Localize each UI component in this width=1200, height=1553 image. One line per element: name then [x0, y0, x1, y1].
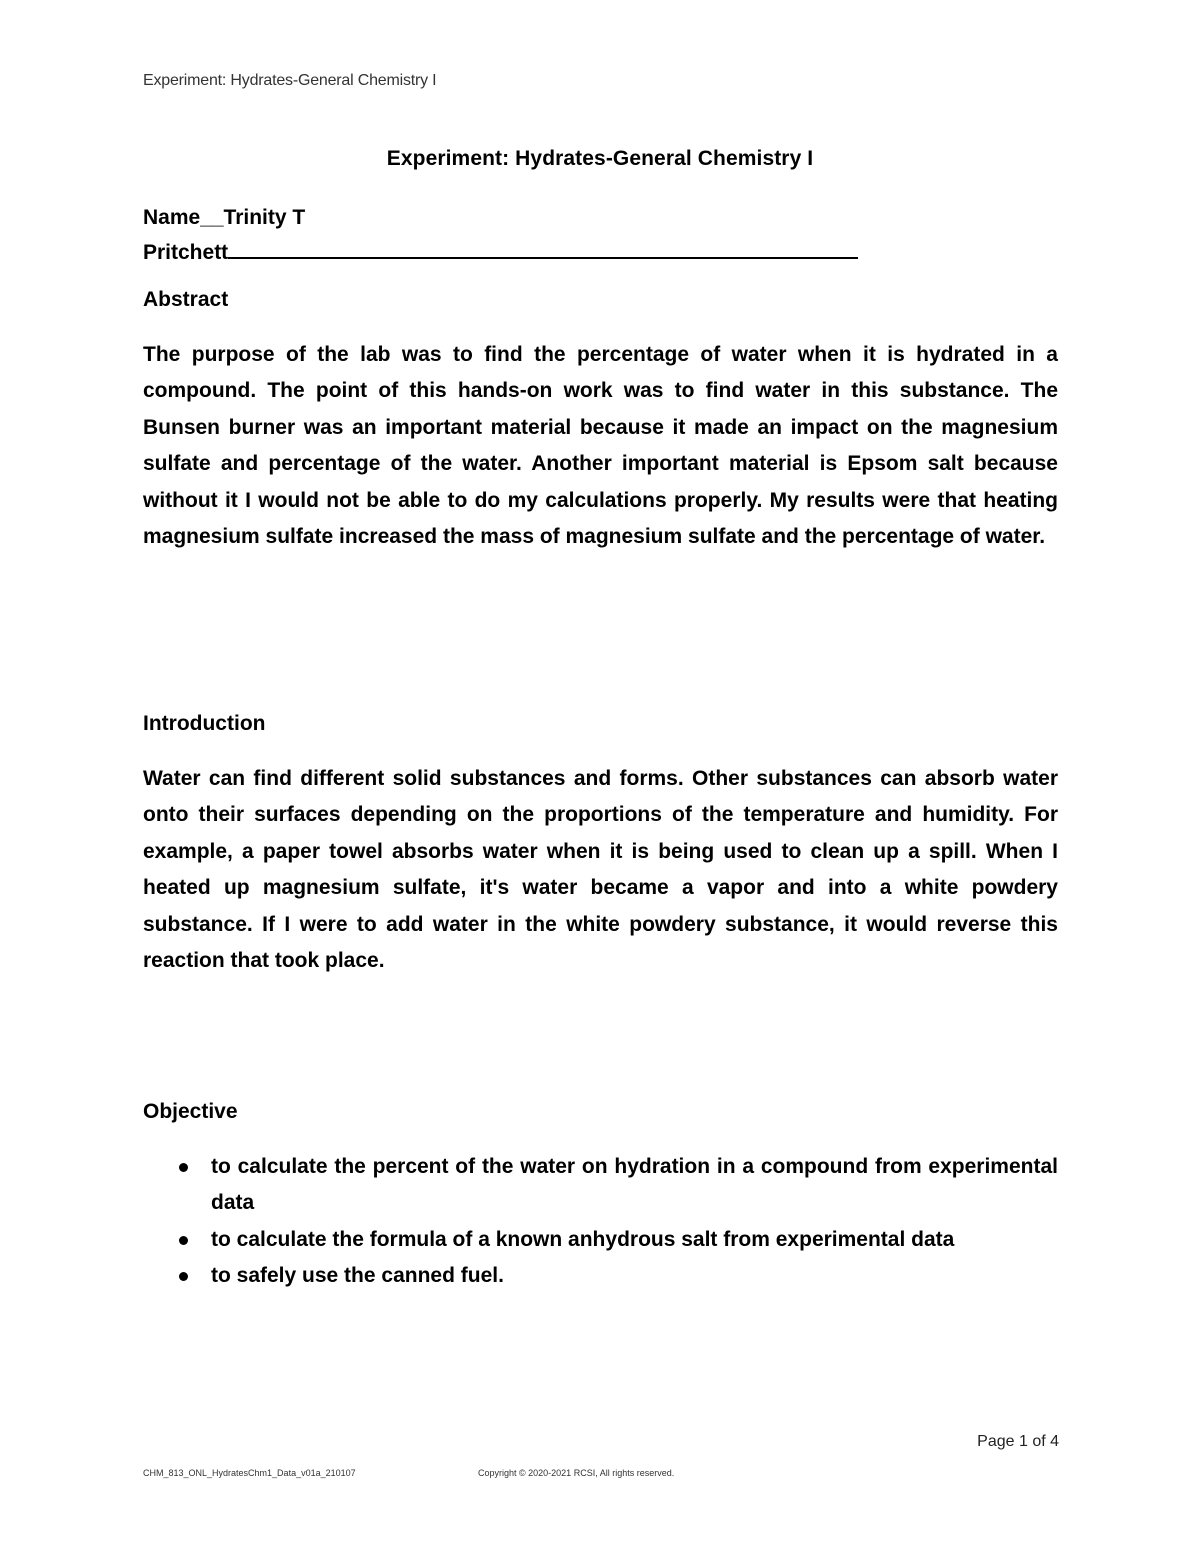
footer-copyright: Copyright © 2020-2021 RCSI, All rights reserved.	[478, 1468, 675, 1478]
name-continuation-line	[143, 235, 903, 270]
objective-item-text: to calculate the percent of the water on hydration in a compound from experimental data	[211, 1155, 1058, 1215]
bullet-icon	[179, 1272, 188, 1281]
introduction-body: Water can find different solid substances and forms. Other substances can absorb water onto their surfaces depending on the proportions of the temperature and humidity. For example, a paper towel absorbs water when it is being used to clean up a spill. When I heated up magnesium sulfate, it's water became a vapor and into a white powdery substance. If I were to add water in the white powdery substance, it would reverse this reaction that took place.	[143, 767, 1058, 973]
page-number: Page 1 of 4	[977, 1433, 1059, 1450]
abstract-heading: Abstract	[143, 288, 229, 311]
objective-item-text: to calculate the formula of a known anhydrous salt from experimental data	[211, 1227, 955, 1251]
name-underline	[228, 235, 858, 259]
objective-heading: Objective	[143, 1100, 238, 1123]
list-item	[143, 1258, 1058, 1294]
bullet-icon	[179, 1163, 188, 1172]
name-field	[143, 200, 903, 270]
abstract-section	[143, 285, 1058, 555]
introduction-heading: Introduction	[143, 712, 266, 735]
footer-doc-code: CHM_813_ONL_HydratesChm1_Data_v01a_210107	[143, 1468, 356, 1478]
document-title: Experiment: Hydrates-General Chemistry I	[386, 147, 814, 170]
objective-section	[143, 1097, 1058, 1295]
running-header: Experiment: Hydrates-General Chemistry I	[143, 72, 437, 89]
name-continuation: Pritchett	[143, 241, 229, 264]
list-item	[143, 1222, 1058, 1258]
name-label: Name__Trinity T	[143, 206, 306, 229]
objective-list	[143, 1149, 1058, 1295]
abstract-body: The purpose of the lab was to find the percentage of water when it is hydrated in a compound. The point of this hands-on work was to find water in this substance. The Bunsen burner was an important material because it made an impact on the magnesium sulfate and percentage of the water. Another important material is Epsom salt because without it I would not be able to do my calculations properly. My results were that heating magnesium sulfate increased the mass of magnesium sulfate and the percentage of water.	[143, 343, 1058, 549]
introduction-section	[143, 709, 1058, 979]
list-item	[143, 1149, 1058, 1222]
bullet-icon	[179, 1236, 188, 1245]
objective-item-text: to safely use the canned fuel.	[211, 1264, 504, 1288]
